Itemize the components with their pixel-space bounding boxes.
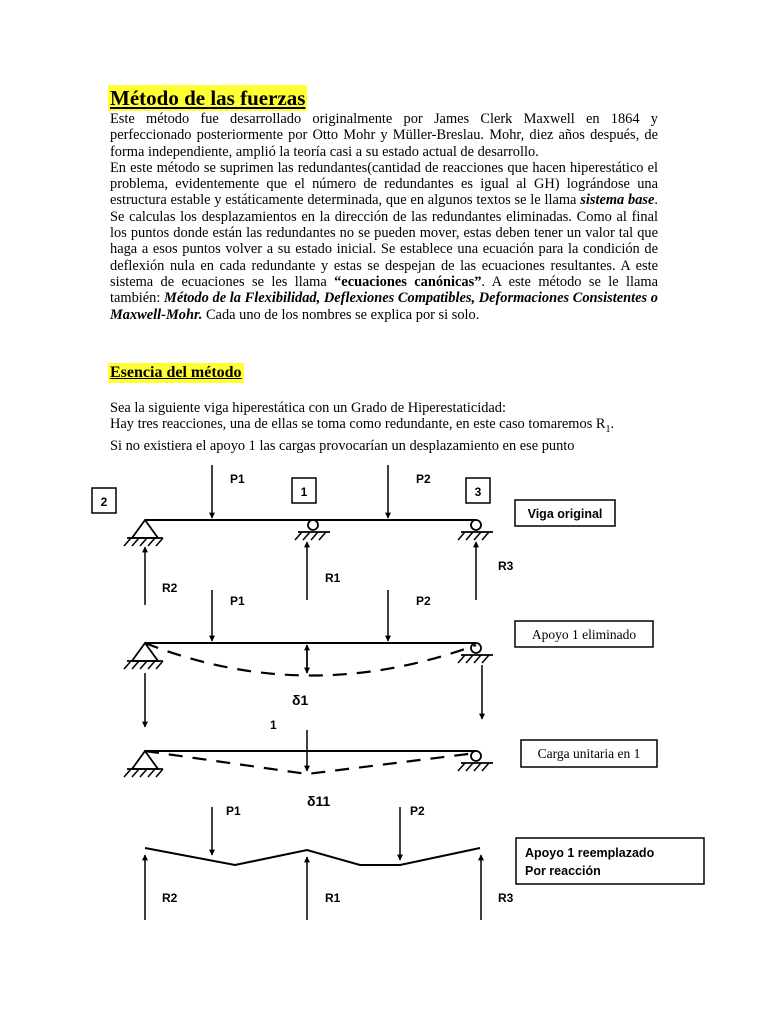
caption-replaced-line2: Por reacción [525,864,601,878]
description-end: . [610,416,615,433]
label-delta-1: δ1 [292,692,309,708]
pin-support-left [124,751,163,777]
term-ecuaciones-canonicas: “ecuaciones canónicas” [334,273,482,290]
node-label-2: 2 [100,495,108,509]
stage-support-replaced [145,804,704,920]
caption-support-removed: Apoyo 1 eliminado [531,627,637,642]
page-title: Método de las fuerzas [110,86,306,110]
unit-load-label: 1 [270,718,277,732]
deflected-shape [145,643,476,676]
load-label-p2: P2 [416,472,431,486]
intro-text-part: . A este método se le llama también: [110,273,658,307]
roller-support-3 [458,520,493,540]
load-label-p1: P1 [230,472,245,486]
load-label-p1: P1 [230,594,245,608]
reaction-label-r3: R3 [498,559,514,573]
node-label-1: 1 [300,485,308,499]
load-label-p1: P1 [226,804,241,818]
intro-text [110,111,658,323]
section-title: Esencia del método [110,364,242,381]
subscript-1: 1 [605,424,611,436]
reaction-label-r3: R3 [498,891,514,905]
reaction-label-r1: R1 [325,891,341,905]
intro-text-part: . Se calculas los desplazamientos en la dirección de las redundantes eliminadas. Como al final los puntos donde están las redundantes no se pueden mover, estas deben tener un valor tal que haga a esos puntos volver a su estado inicial. Se establece una ecuación para la condición de deflexión nula en cada redundante y estas se despejan de las ecuaciones resultantes. A este sistema de ecuaciones se les llama [110,192,659,290]
stage-support-removed [124,590,653,727]
description-line-2 [110,416,670,438]
reaction-label-r2: R2 [162,891,178,905]
beam-diagram [0,455,768,925]
reaction-label-r1: R1 [325,571,341,585]
load-label-p2: P2 [416,594,431,608]
pin-support-left [124,520,163,546]
description-line-1: Sea la siguiente viga hiperestática con un Grado de Hiperestaticidad: [110,400,506,416]
deformed-beam [145,848,480,865]
term-method-names: Método de la Flexibilidad, Deflexiones Compatibles, Deformaciones Consistentes o Maxwell-Mohr. [110,290,658,323]
method-description [110,400,670,455]
label-delta-11: δ11 [307,793,331,809]
load-label-p2: P2 [410,804,425,818]
roller-support-1 [295,520,330,540]
stage-unit-load [124,718,657,809]
deflected-shape-unit [145,751,476,774]
caption-original-beam: Viga original [527,507,603,521]
intro-paragraph-1: Este método fue desarrollado originalmente por James Clerk Maxwell en 1864 y perfeccionado posteriormente por Otto Mohr y Müller-Breslau. Mohr, diez años después, de forma independiente, amplió la teoría casi a su estado actual de desarrollo. [110,111,658,160]
stage-original-beam [92,465,615,605]
node-label-3: 3 [474,485,482,499]
description-text: Hay tres reacciones, una de ellas se toma como redundante, en este caso tomaremos R [110,416,606,433]
caption-unit-load: Carga unitaria en 1 [537,746,641,761]
term-sistema-base: sistema base [580,192,655,209]
intro-text-part: En este método se suprimen las redundantes(cantidad de reacciones que hacen hiperestático el problema, evidentemente que el número de redundantes es igual al GH) lográndose una estructura estable y estáticamente determinada, que en algunos textos se le llama [110,159,658,209]
intro-text-part: Cada uno de los nombres se explica por si solo. [202,306,480,323]
description-line-3: Si no existiera el apoyo 1 las cargas provocarían un desplazamiento en ese punto [110,438,575,455]
reaction-label-r2: R2 [162,581,178,595]
intro-paragraph-2 [110,160,658,323]
caption-replaced-line1: Apoyo 1 reemplazado [525,846,655,860]
